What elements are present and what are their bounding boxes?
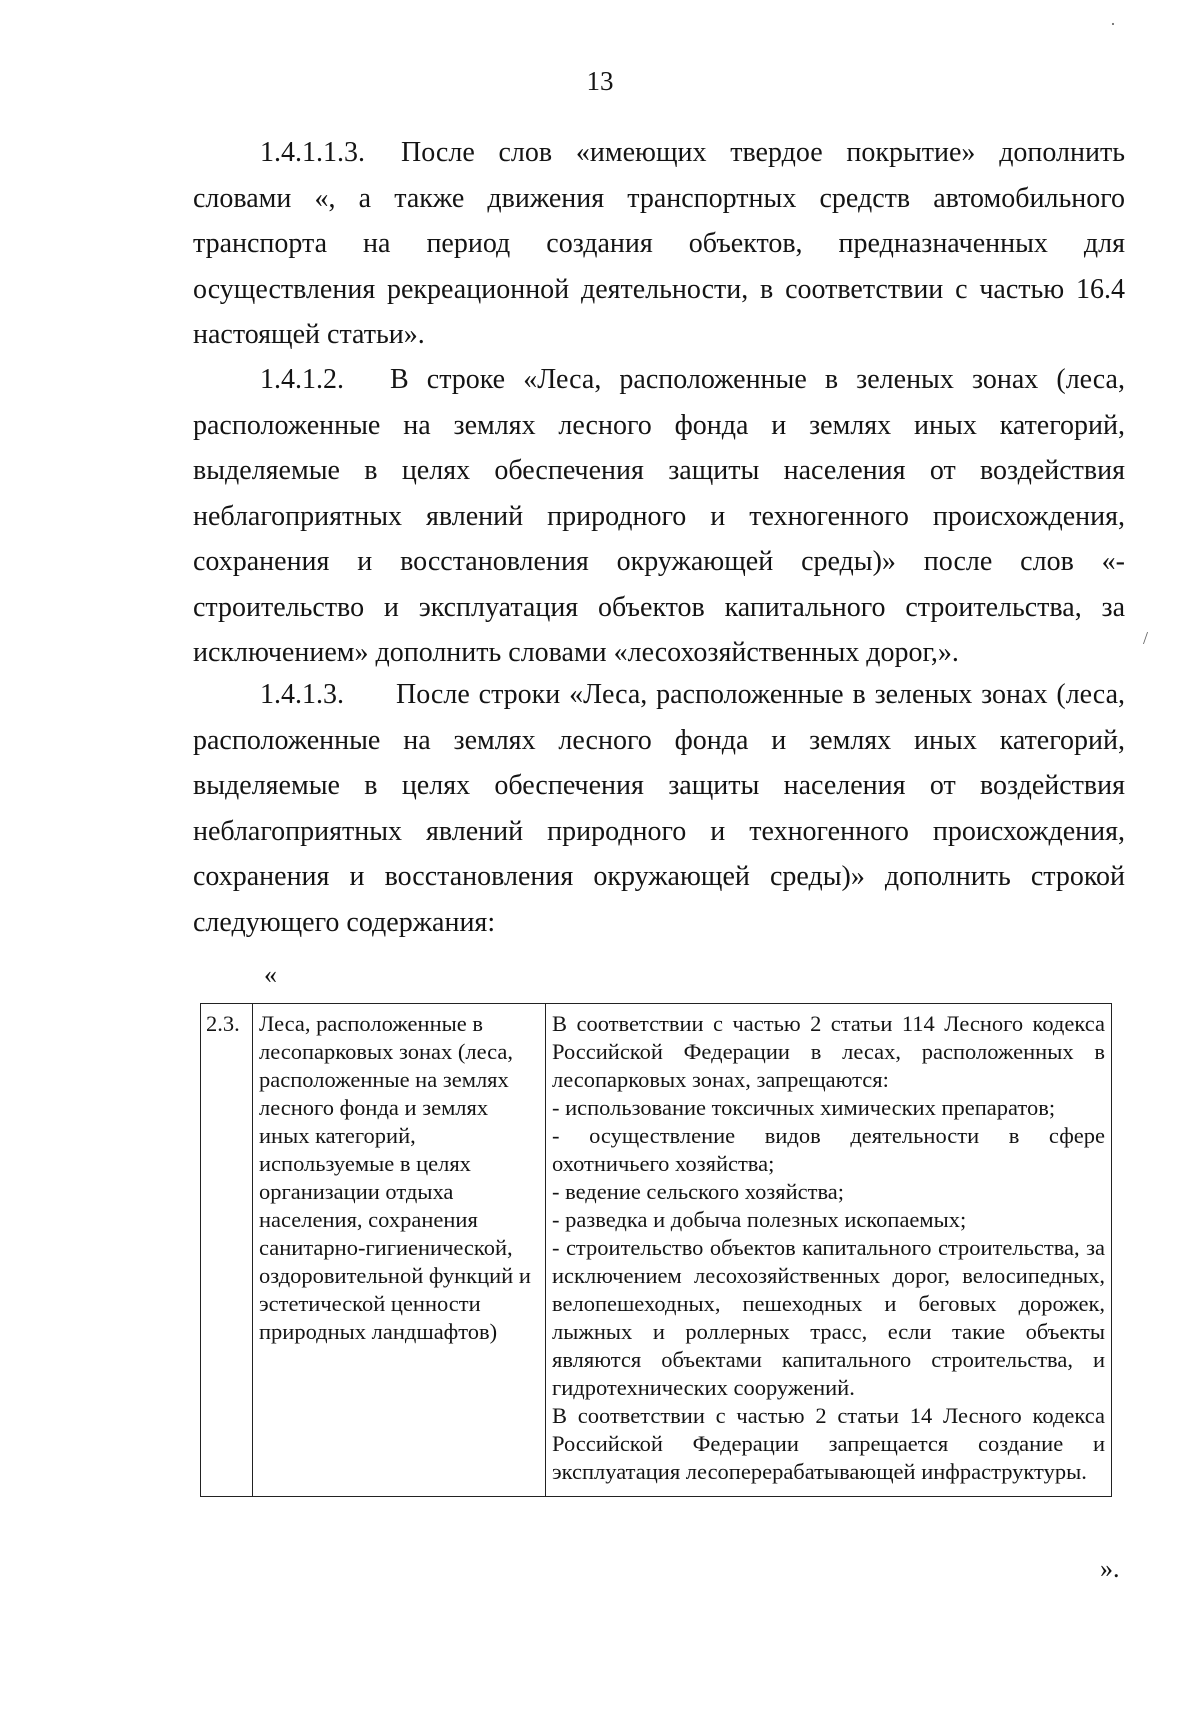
paragraph-1-4-1-2: [193, 357, 1125, 676]
restriction-item: - осуществление видов деятельности в сфере охотничьего хозяйства;: [552, 1123, 1105, 1176]
restriction-item: - разведка и добыча полезных ископаемых;: [552, 1207, 967, 1232]
restriction-item: - ведение сельского хозяйства;: [552, 1179, 845, 1204]
paragraph-text: После строки «Леса, расположенные в зеленых зонах (леса, расположенные на землях лесного фонда и землях иных категорий, выделяемые в целях обеспечения защиты населения от воздействия неблагоприятных явлений природного и техногенного происхождения, сохранения и восстановления окружающей среды)» дополнить строкой следующего содержания:: [193, 679, 1125, 938]
restriction-item: - использование токсичных химических препаратов;: [552, 1095, 1056, 1120]
opening-quote: «: [264, 960, 277, 989]
paragraph-1-4-1-1-3: [193, 130, 1125, 358]
scan-mark: /: [1143, 628, 1149, 648]
amendment-table: [200, 1003, 1112, 1497]
paragraph-1-4-1-3: [193, 672, 1125, 945]
restrictions-cell: [546, 1004, 1112, 1497]
restriction-intro: В соответствии с частью 2 статьи 114 Лесного кодекса Российской Федерации в лесах, расположенных в лесопарковых зонах, запрещаются:: [552, 1011, 1105, 1092]
paragraph-text: В строке «Леса, расположенные в зеленых зонах (леса, расположенные на землях лесного фонда и землях иных категорий, выделяемые в целях обеспечения защиты населения от воздействия неблагоприятных явлений природного и техногенного происхождения, сохранения и восстановления окружающей среды)» после слов «- строительство и эксплуатация объектов капитального строительства, за исключением» дополнить словами «лесохозяйственных дорог,».: [193, 364, 1125, 668]
restriction-item: - строительство объектов капитального строительства, за исключением лесохозяйственных дорог, велосипедных, велопешеходных, пешеходных и беговых дорожек, лыжных и роллерных трасс, если такие объекты являются объектами капитального строительства, и гидротехнических сооружений.: [552, 1235, 1105, 1400]
page-number: 13: [586, 66, 614, 96]
row-number-cell: 2.3.: [201, 1004, 253, 1497]
restriction-note: В соответствии с частью 2 статьи 14 Лесного кодекса Российской Федерации запрещается создание и эксплуатация лесоперерабатывающей инфраструктуры.: [552, 1403, 1105, 1484]
paragraph-number: 1.4.1.3.: [260, 679, 344, 710]
paragraph-number: 1.4.1.1.3.: [260, 137, 365, 168]
forest-category-cell: Леса, расположенные в лесопарковых зонах (леса, расположенные на землях лесного фонда и землях иных категорий, используемые в целях организации отдыха населения, сохранения санитарно-гигиенической, оздоровительной функций и эстетической ценности природных ландшафтов): [253, 1004, 546, 1497]
paragraph-text: После слов «имеющих твердое покрытие» дополнить словами «, а также движения транспортных средств автомобильного транспорта на период создания объектов, предназначенных для осуществления рекреационной деятельности, в соответствии с частью 16.4 настоящей статьи».: [193, 137, 1125, 350]
closing-quote: ».: [1100, 1554, 1120, 1583]
table-row: [201, 1004, 1112, 1497]
scan-mark: ·: [1110, 14, 1116, 34]
paragraph-number: 1.4.1.2.: [260, 364, 344, 395]
